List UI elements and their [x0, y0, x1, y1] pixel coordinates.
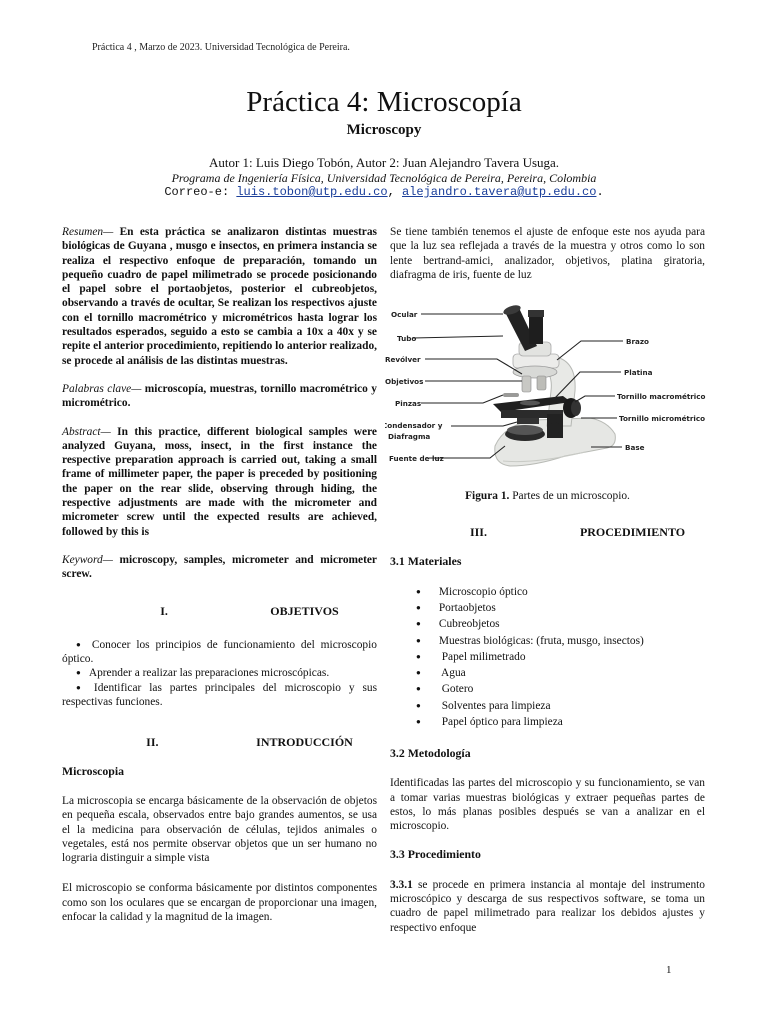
abstract-text: In this practice, different biological samples were analyzed Guyana, moss, insect, in the first instance the respective preparation approach is carried out, taking a small frame of millimeter paper, the paper is preceded by positioning the paper on the rear slide, observing through hiding, the respective adjustments are made with the micrometer and micrometer screw until the expected results are achieved, followed by this is: [62, 425, 377, 538]
caption-text: Partes de un microscopio.: [509, 490, 630, 503]
label-objetivos: Objetivos: [385, 377, 424, 387]
label-pinzas: Pinzas: [395, 399, 422, 409]
keyword-text: microscopy, samples, micrometer and micrometer screw.: [62, 553, 377, 581]
email-line: [0, 185, 768, 199]
list-item: ● Conocer los principios de funcionamiento del microscopio óptico.: [62, 638, 377, 667]
paragraph: Identificadas las partes del microscopio y su funcionamiento, se van a tomar varias muestras biológicas y extraer pequeñas partes de estos, lo más planas posibles después se van a analizar en el microscopio.: [390, 777, 705, 833]
email-link-1[interactable]: luis.tobon@utp.edu.co: [236, 185, 388, 199]
resumen: [62, 225, 377, 368]
list-item: ● Cubreobjetos: [416, 616, 705, 632]
paragraph: La microscopia se encarga básicamente de la observación de objetos en pequeña escala, observados entre bajo grandes aumentos, se usa el la medicina para observación de células, tejidos animales o vegetales, está nos permite observar objetos que un ser humano no lograria distinguir a simple vista: [62, 794, 377, 865]
section-title: INTRODUCCIÓN: [256, 735, 353, 750]
email-separator: ,: [387, 185, 402, 199]
list-item: ● Solventes para limpieza: [416, 698, 705, 714]
list-item: ● Papel milimetrado: [416, 649, 705, 665]
email-prefix: Correo-e:: [164, 185, 237, 199]
step-number: 3.3.1: [390, 878, 413, 891]
section-number: III.: [469, 525, 487, 540]
paragraph: [390, 878, 705, 935]
subsection-heading-procedimiento: 3.3 Procedimiento: [390, 847, 481, 862]
label-condensador: Condensador y: [385, 421, 443, 431]
resumen-label: Resumen—: [62, 226, 114, 238]
palabras-label: Palabras clave—: [62, 382, 142, 395]
microscope-figure: [385, 296, 715, 481]
label-platina: Platina: [624, 368, 653, 378]
materials-list: [416, 584, 705, 730]
list-item: ● Identificar las partes principales del microscopio y sus respectivas funciones.: [62, 681, 377, 710]
caption-label: Figura 1.: [465, 490, 510, 503]
page-number: 1: [666, 964, 672, 976]
section-number: I.: [160, 603, 168, 618]
label-tornillo-micrometrico: Tornillo micrométrico: [619, 414, 706, 424]
paragraph: Se tiene también tenemos el ajuste de enfoque este nos ayuda para que la luz sea reflejada a través de la muestra y otros como lo son lente bertrand-amici, analizador, objetivos, platina giratoria, diafragma de iris, fuente de luz: [390, 226, 705, 281]
subsection-heading-metodologia: 3.2 Metodología: [390, 745, 471, 760]
resumen-text: En esta práctica se analizaron distintas muestras biológicas de Guyana , musgo e insectos, en primera instancia se realiza el respectivo enfoque de preparación, tomando un pequeño cuadro de papel milimetrado se procede posicionando el papel sobre el portaobjetos, posterior el cubreobjetos, observando a través de ocultar, Se realizan los respectivos ajuste con el tornillo macrométrico y micrométricos hasta lograr los resultados esperados, seguido a esto se cambia a 10x a 40x y se repite el anterior procedimiento, repitiendo lo anterior realizado, se procede al análisis de las distintas muestras.: [62, 226, 377, 367]
palabras-clave: [62, 382, 377, 411]
page-subtitle: Microscopy: [346, 122, 422, 138]
section-number: II.: [146, 735, 159, 750]
subsection-heading: Microscopia: [62, 763, 125, 778]
section-heading-objetivos: [62, 604, 377, 618]
keywords: [62, 553, 377, 582]
left-column: [62, 225, 377, 938]
section-title: OBJETIVOS: [270, 603, 339, 618]
label-base: Base: [625, 443, 645, 453]
abstract-label: Abstract—: [62, 425, 111, 438]
label-diafragma: Diafragma: [388, 432, 431, 442]
affiliation: Programa de Ingeniería Física, Universidad Tecnológica de Pereira, Pereira, Colombia: [171, 171, 597, 185]
label-brazo: Brazo: [626, 337, 649, 347]
step-text: se procede en primera instancia al montaje del instrumento microscópico y descarga de sus respectivos software, se toma un cuadro de papel milimetrado para realizar los debidos ajustes y respectivo enfoque: [390, 878, 705, 934]
microscope-illustration-icon: [385, 296, 715, 481]
label-tornillo-macrometrico: Tornillo macrométrico: [617, 392, 706, 402]
label-fuente-de-luz: Fuente de luz: [389, 454, 444, 464]
section-title: PROCEDIMIENTO: [579, 525, 686, 540]
list-item: ● Aprender a realizar las preparaciones microscópicas.: [62, 666, 377, 680]
list-item: ● Muestras biológicas: (fruta, musgo, insectos): [416, 633, 705, 649]
objectives-list: [62, 638, 377, 709]
section-heading-procedimiento: [390, 525, 705, 539]
list-item: ● Microscopio óptico: [416, 584, 705, 600]
keyword-label: Keyword—: [62, 553, 113, 566]
list-item: ● Portaobjetos: [416, 600, 705, 616]
email-link-2[interactable]: alejandro.tavera@utp.edu.co: [402, 185, 597, 199]
label-tubo: Tubo: [397, 334, 417, 344]
label-revolver: Revólver: [385, 355, 421, 365]
subsection-heading-materiales: 3.1 Materiales: [390, 553, 462, 568]
paragraph: El microscopio se conforma básicamente por distintos componentes como son los oculares que se encargan de proporcionar una imagen, enfocar la calidad y la magnitud de la imagen.: [62, 882, 377, 923]
list-item: ● Gotero: [416, 681, 705, 697]
figure-caption: [390, 489, 705, 503]
palabras-text: microscopía, muestras, tornillo macrométrico y micrométrico.: [62, 382, 377, 410]
page-title: Práctica 4: Microscopía: [246, 86, 522, 118]
authors: Autor 1: Luis Diego Tobón, Autor 2: Juan Alejandro Tavera Usuga.: [208, 155, 560, 170]
email-suffix: .: [596, 185, 604, 199]
list-item: ● Agua: [416, 665, 705, 681]
label-ocular: Ocular: [391, 310, 418, 320]
list-item: ● Papel óptico para limpieza: [416, 714, 705, 730]
section-heading-introduccion: [62, 735, 377, 749]
abstract: [62, 425, 377, 539]
running-head: Práctica 4 , Marzo de 2023. Universidad Tecnológica de Pereira.: [92, 42, 350, 53]
right-column: [385, 225, 706, 949]
